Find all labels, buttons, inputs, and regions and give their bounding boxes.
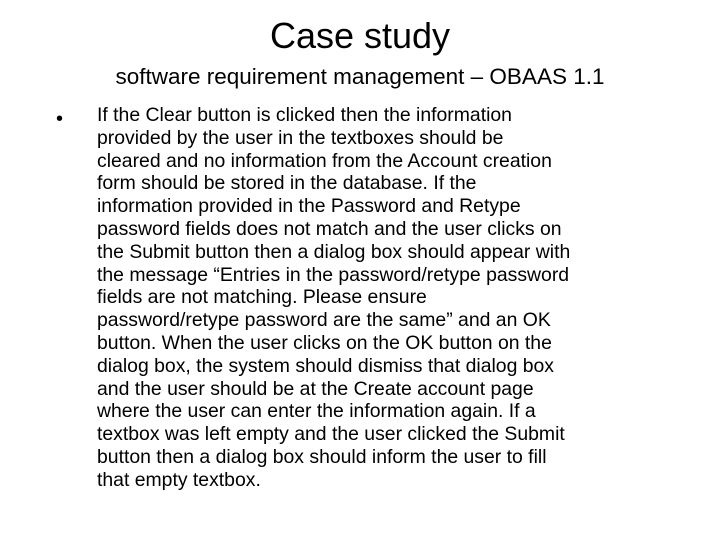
slide-title: Case study: [269, 15, 451, 56]
slide-subtitle: software requirement management – OBAAS 1.1: [115, 64, 605, 89]
bullet-text: If the Clear button is clicked then the information provided by the user in the textboxes should be cleared and no information from the Account creation form should be stored in the database. If the information provided in the Password and Retype password fields does not match and the user clicks on the Submit button then a dialog box should appear with the message “Entries in the password/retype password fields are not matching. Please ensure password/retype password are the same” and an OK button. When the user clicks on the OK button on the dialog box, the system should dismiss that dialog box and the user should be at the Create account page where the user can enter the information again. If a textbox was left empty and the user clicked the Submit button then a dialog box should inform the user to fill that empty textbox.: [97, 104, 571, 491]
bullet-marker: •: [56, 108, 64, 130]
